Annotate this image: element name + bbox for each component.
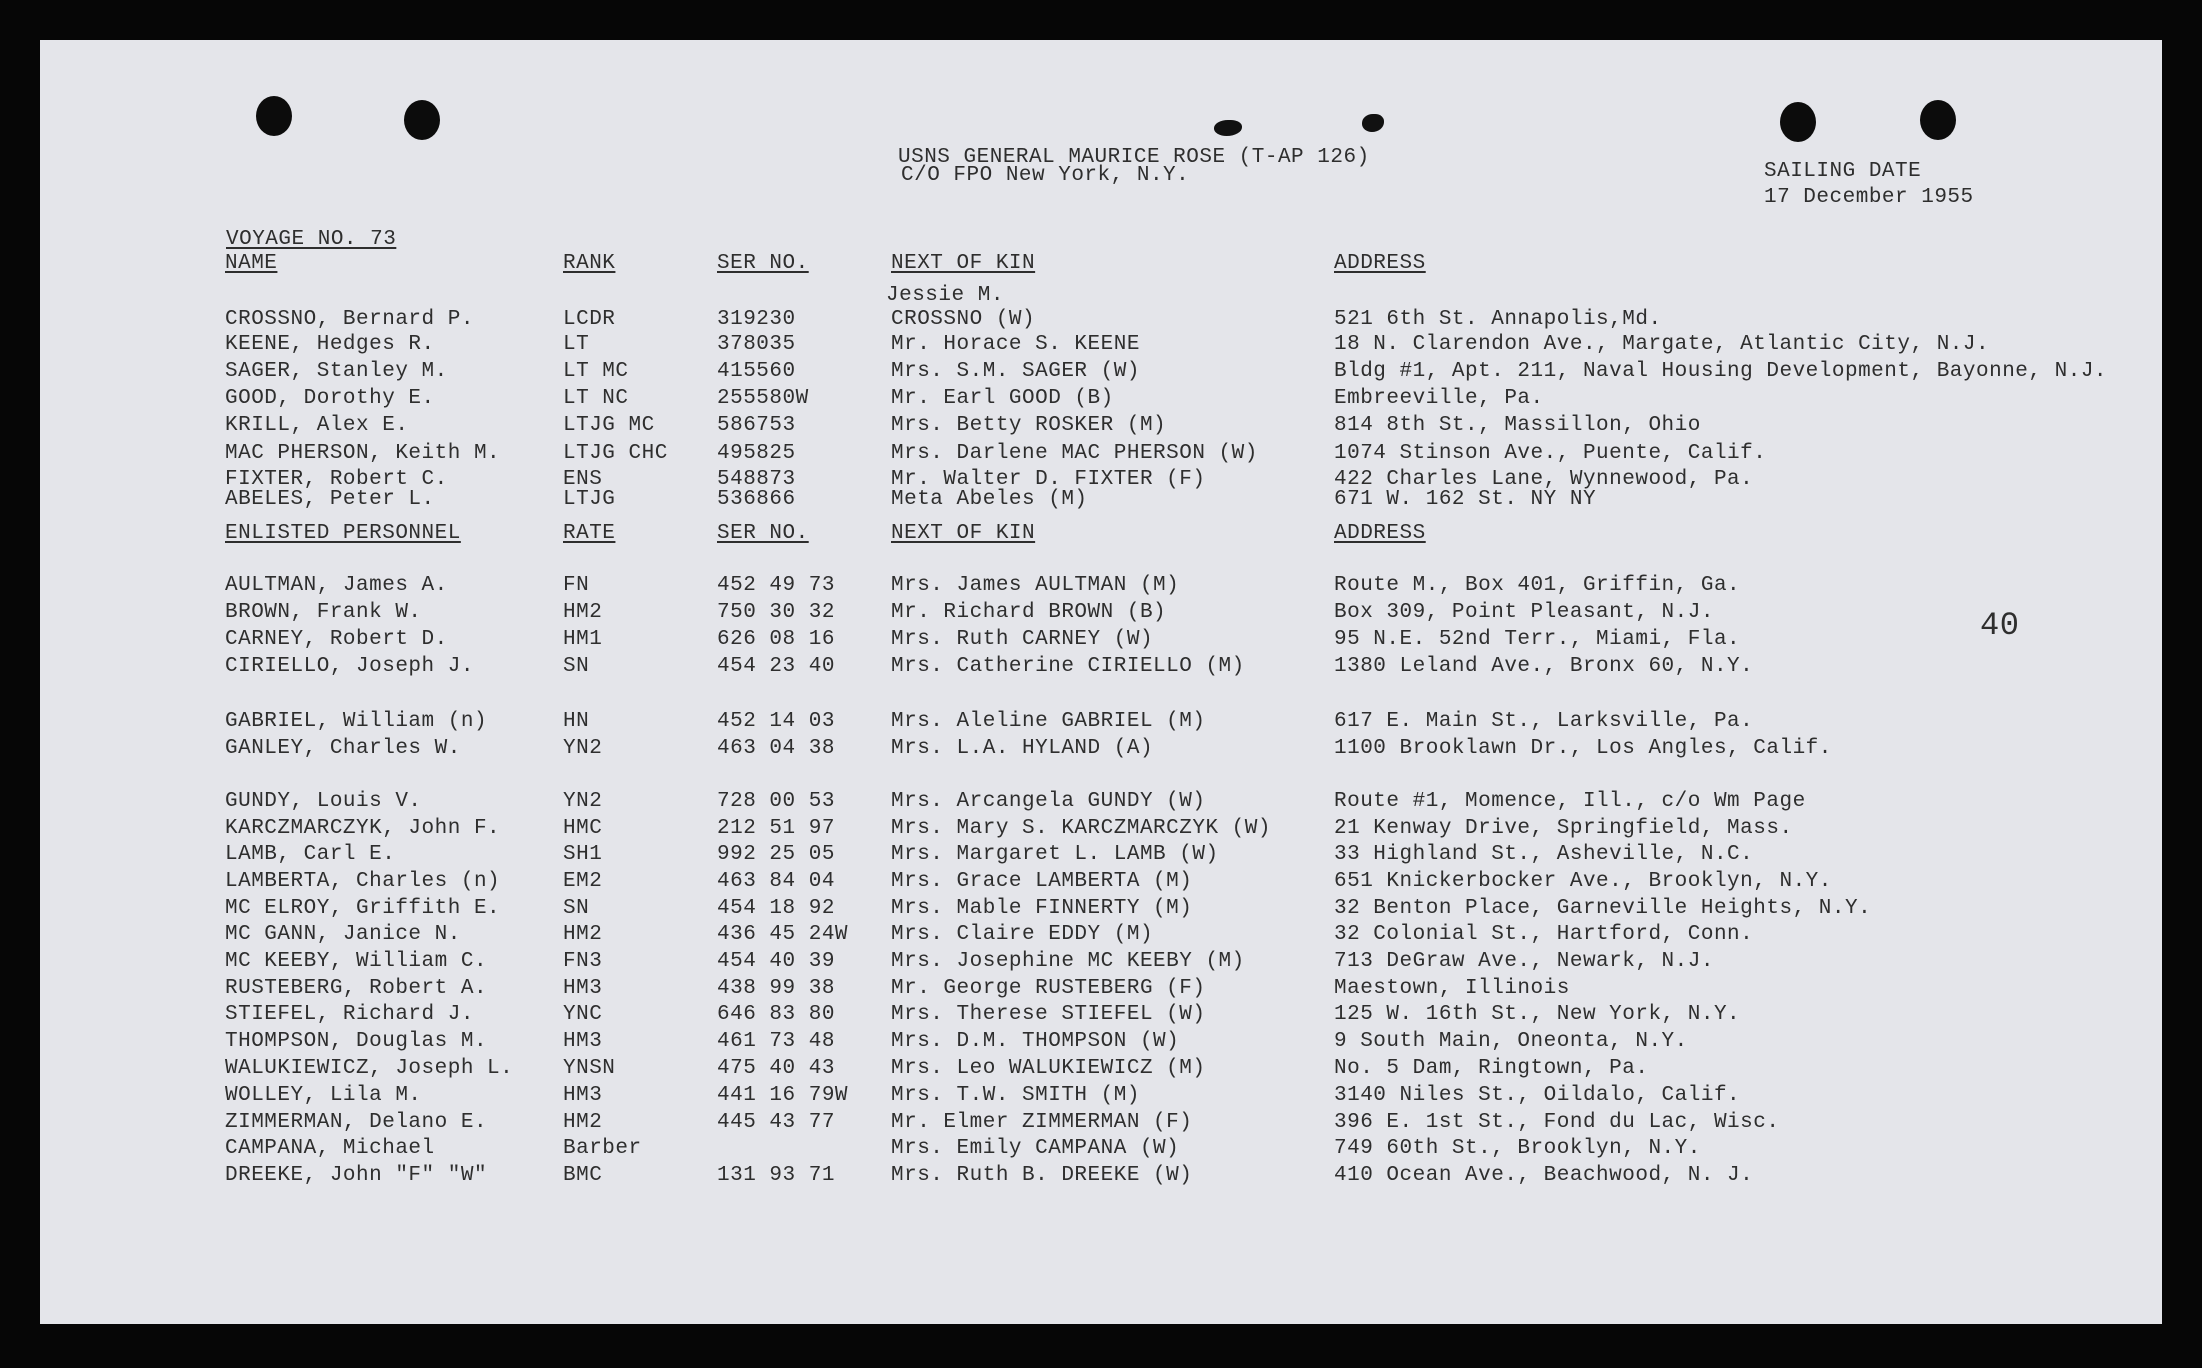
officers-ser-no-header: SER NO. (717, 252, 809, 275)
next-of-kin-cell: Mrs. Josephine MC KEEBY (M) (891, 950, 1245, 973)
enlisted-next-of-kin-header: NEXT OF KIN (891, 522, 1036, 545)
rate-cell: YN2 (563, 790, 603, 813)
table-row (40, 923, 2162, 949)
ser-no-cell: 452 14 03 (717, 710, 835, 733)
rate-cell: BMC (563, 1164, 603, 1187)
rate-cell: HM2 (563, 923, 603, 946)
address-cell: 410 Ocean Ave., Beachwood, N. J. (1334, 1164, 1754, 1187)
rate-cell: YNSN (563, 1057, 616, 1080)
rank-cell: LT (563, 333, 590, 356)
name-cell: GOOD, Dorothy E. (225, 387, 435, 410)
address-cell: 1074 Stinson Ave., Puente, Calif. (1334, 442, 1767, 465)
next-of-kin-cell: Mrs. Catherine CIRIELLO (M) (891, 655, 1245, 678)
punch-hole (1780, 102, 1816, 142)
ser-no-cell: 548873 (717, 468, 796, 491)
officers-rank-header: RANK (563, 252, 616, 275)
table-row (40, 1003, 2162, 1029)
officers-header-row (40, 252, 2162, 278)
sailing-date: 17 December 1955 (1764, 186, 1974, 209)
address-cell: 32 Benton Place, Garneville Heights, N.Y. (1334, 897, 1872, 920)
name-cell: MC GANN, Janice N. (225, 923, 461, 946)
officers-name-header: NAME (225, 252, 278, 275)
ser-no-cell: 415560 (717, 360, 796, 383)
name-cell: MC ELROY, Griffith E. (225, 897, 501, 920)
rate-cell: Barber (563, 1137, 642, 1160)
next-of-kin-cell: Meta Abeles (M) (891, 488, 1088, 511)
rate-cell: EM2 (563, 870, 603, 893)
next-of-kin-cell: Mrs. Claire EDDY (M) (891, 923, 1154, 946)
address-cell: Route #1, Momence, Ill., c/o Wm Page (1334, 790, 1806, 813)
address-cell: 18 N. Clarendon Ave., Margate, Atlantic City, N.J. (1334, 333, 1990, 356)
address-cell: 32 Colonial St., Hartford, Conn. (1334, 923, 1754, 946)
name-cell: CROSSNO, Bernard P. (225, 308, 474, 331)
name-cell: FIXTER, Robert C. (225, 468, 448, 491)
address-cell: 3140 Niles St., Oildalo, Calif. (1334, 1084, 1741, 1107)
address-cell: 21 Kenway Drive, Springfield, Mass. (1334, 817, 1793, 840)
name-cell: ABELES, Peter L. (225, 488, 435, 511)
address-cell: Embreeville, Pa. (1334, 387, 1544, 410)
table-row (40, 1057, 2162, 1083)
ink-blotch (1214, 120, 1242, 136)
name-cell: AULTMAN, James A. (225, 574, 448, 597)
ser-no-cell: 728 00 53 (717, 790, 835, 813)
enlisted-address-header: ADDRESS (1334, 522, 1426, 545)
name-cell: GUNDY, Louis V. (225, 790, 422, 813)
document-page (40, 40, 2162, 1324)
next-of-kin-cell: Mrs. Betty ROSKER (M) (891, 414, 1167, 437)
name-cell: GANLEY, Charles W. (225, 737, 461, 760)
address-cell: 396 E. 1st St., Fond du Lac, Wisc. (1334, 1111, 1780, 1134)
name-cell: LAMB, Carl E. (225, 843, 396, 866)
name-cell: KEENE, Hedges R. (225, 333, 435, 356)
address-cell: 651 Knickerbocker Ave., Brooklyn, N.Y. (1334, 870, 1832, 893)
address-cell: 1380 Leland Ave., Bronx 60, N.Y. (1334, 655, 1754, 678)
address-cell: 814 8th St., Massillon, Ohio (1334, 414, 1701, 437)
next-of-kin-cell: Mrs. Grace LAMBERTA (M) (891, 870, 1193, 893)
ser-no-cell: 131 93 71 (717, 1164, 835, 1187)
name-cell: MC KEEBY, William C. (225, 950, 488, 973)
ser-no-cell: 452 49 73 (717, 574, 835, 597)
table-row (40, 737, 2162, 763)
next-of-kin-cell: Mr. Horace S. KEENE (891, 333, 1140, 356)
ser-no-cell: 438 99 38 (717, 977, 835, 1000)
table-row (40, 442, 2162, 468)
rate-cell: SH1 (563, 843, 603, 866)
officers-address-header: ADDRESS (1334, 252, 1426, 275)
name-cell: SAGER, Stanley M. (225, 360, 448, 383)
rank-cell: LT NC (563, 387, 629, 410)
next-of-kin-cell: Mrs. Therese STIEFEL (W) (891, 1003, 1206, 1026)
name-cell: BROWN, Frank W. (225, 601, 422, 624)
officers-next-of-kin-header: NEXT OF KIN (891, 252, 1036, 275)
rate-cell: SN (563, 897, 590, 920)
rate-cell: HM1 (563, 628, 603, 651)
table-row (40, 817, 2162, 843)
ser-no-cell: 646 83 80 (717, 1003, 835, 1026)
address-cell: 749 60th St., Brooklyn, N.Y. (1334, 1137, 1701, 1160)
address-cell: Box 309, Point Pleasant, N.J. (1334, 601, 1714, 624)
table-row (40, 710, 2162, 736)
rate-cell: YN2 (563, 737, 603, 760)
next-of-kin-cell: Mrs. D.M. THOMPSON (W) (891, 1030, 1180, 1053)
rate-cell: HM2 (563, 601, 603, 624)
next-of-kin-cell: Mrs. Ruth CARNEY (W) (891, 628, 1154, 651)
next-of-kin-cell: Mrs. L.A. HYLAND (A) (891, 737, 1154, 760)
ser-no-cell: 536866 (717, 488, 796, 511)
name-cell: WOLLEY, Lila M. (225, 1084, 422, 1107)
next-of-kin-cell: Mrs. Mable FINNERTY (M) (891, 897, 1193, 920)
address-cell: 125 W. 16th St., New York, N.Y. (1334, 1003, 1741, 1026)
rate-cell: HN (563, 710, 590, 733)
name-cell: CAMPANA, Michael (225, 1137, 435, 1160)
name-cell: WALUKIEWICZ, Joseph L. (225, 1057, 514, 1080)
address-cell: 9 South Main, Oneonta, N.Y. (1334, 1030, 1688, 1053)
table-row (40, 333, 2162, 359)
table-row (40, 360, 2162, 386)
next-of-kin-cell: Mrs. James AULTMAN (M) (891, 574, 1180, 597)
table-row (40, 1111, 2162, 1137)
punch-hole (1920, 100, 1956, 140)
table-row (40, 601, 2162, 627)
rank-cell: LT MC (563, 360, 629, 383)
table-row (40, 387, 2162, 413)
rank-cell: ENS (563, 468, 603, 491)
ser-no-cell: 441 16 79W (717, 1084, 849, 1107)
rate-cell: HM3 (563, 1084, 603, 1107)
enlisted-header-row (40, 522, 2162, 548)
ser-no-cell: 319230 (717, 308, 796, 331)
next-of-kin-cell: CROSSNO (W) (891, 308, 1036, 331)
table-row (40, 790, 2162, 816)
table-row (40, 414, 2162, 440)
ser-no-cell: 992 25 05 (717, 843, 835, 866)
table-row (40, 308, 2162, 334)
next-of-kin-cell: Mr. Richard BROWN (B) (891, 601, 1167, 624)
name-cell: STIEFEL, Richard J. (225, 1003, 474, 1026)
ser-no-cell: 212 51 97 (717, 817, 835, 840)
next-of-kin-cell: Mrs. Arcangela GUNDY (W) (891, 790, 1206, 813)
ser-no-cell: 461 73 48 (717, 1030, 835, 1053)
name-cell: ZIMMERMAN, Delano E. (225, 1111, 488, 1134)
table-row (40, 1164, 2162, 1190)
rate-cell: HM3 (563, 977, 603, 1000)
rate-cell: YNC (563, 1003, 603, 1026)
table-row (40, 977, 2162, 1003)
table-row (40, 897, 2162, 923)
ser-no-cell: 463 04 38 (717, 737, 835, 760)
ser-no-cell: 463 84 04 (717, 870, 835, 893)
next-of-kin-cell: Mr. George RUSTEBERG (F) (891, 977, 1206, 1000)
address-cell: 33 Highland St., Asheville, N.C. (1334, 843, 1754, 866)
address-cell: 1100 Brooklawn Dr., Los Angles, Calif. (1334, 737, 1832, 760)
next-of-kin-cell: Mrs. Ruth B. DREEKE (W) (891, 1164, 1193, 1187)
next-of-kin-cell: Mrs. Aleline GABRIEL (M) (891, 710, 1206, 733)
address-cell: 713 DeGraw Ave., Newark, N.J. (1334, 950, 1714, 973)
next-of-kin-cell: Mrs. T.W. SMITH (M) (891, 1084, 1140, 1107)
name-cell: RUSTEBERG, Robert A. (225, 977, 488, 1000)
rank-cell: LCDR (563, 308, 616, 331)
address-cell: No. 5 Dam, Ringtown, Pa. (1334, 1057, 1649, 1080)
ink-blotch (1362, 114, 1384, 132)
next-of-kin-cell: Mrs. Mary S. KARCZMARCZYK (W) (891, 817, 1271, 840)
ser-no-cell: 255580W (717, 387, 809, 410)
address-cell: Maestown, Illinois (1334, 977, 1570, 1000)
table-row (40, 1137, 2162, 1163)
rank-cell: LTJG (563, 488, 616, 511)
name-cell: KARCZMARCZYK, John F. (225, 817, 501, 840)
rank-cell: LTJG MC (563, 414, 655, 437)
ser-no-cell: 750 30 32 (717, 601, 835, 624)
ser-no-cell: 454 40 39 (717, 950, 835, 973)
voyage-number: VOYAGE NO. 73 (226, 228, 397, 251)
next-of-kin-cell: Mrs. S.M. SAGER (W) (891, 360, 1140, 383)
enlisted-ser-no-header: SER NO. (717, 522, 809, 545)
address-cell: 671 W. 162 St. NY NY (1334, 488, 1597, 511)
name-cell: GABRIEL, William (n) (225, 710, 488, 733)
next-of-kin-cell: Mrs. Emily CAMPANA (W) (891, 1137, 1180, 1160)
next-of-kin-cell: Mrs. Darlene MAC PHERSON (W) (891, 442, 1258, 465)
address-cell: Bldg #1, Apt. 211, Naval Housing Development, Bayonne, N.J. (1334, 360, 2108, 383)
enlisted-rank-header: RATE (563, 522, 616, 545)
table-row (40, 843, 2162, 869)
name-cell: THOMPSON, Douglas M. (225, 1030, 488, 1053)
next-of-kin-cell: Mr. Walter D. FIXTER (F) (891, 468, 1206, 491)
rate-cell: HM2 (563, 1111, 603, 1134)
address-cell: 95 N.E. 52nd Terr., Miami, Fla. (1334, 628, 1741, 651)
table-row (40, 655, 2162, 681)
rate-cell: FN3 (563, 950, 603, 973)
table-row (40, 950, 2162, 976)
address-cell: 521 6th St. Annapolis,Md. (1334, 308, 1662, 331)
punch-hole (256, 96, 292, 136)
ship-address: C/O FPO New York, N.Y. (901, 164, 1190, 187)
ser-no-cell: 495825 (717, 442, 796, 465)
ser-no-cell: 586753 (717, 414, 796, 437)
ser-no-cell: 436 45 24W (717, 923, 849, 946)
next-of-kin-cell: Mrs. Leo WALUKIEWICZ (M) (891, 1057, 1206, 1080)
name-cell: CIRIELLO, Joseph J. (225, 655, 474, 678)
ser-no-cell: 445 43 77 (717, 1111, 835, 1134)
punch-hole (404, 100, 440, 140)
name-cell: DREEKE, John "F" "W" (225, 1164, 488, 1187)
table-row (40, 1030, 2162, 1056)
address-cell: 617 E. Main St., Larksville, Pa. (1334, 710, 1754, 733)
table-row (40, 1084, 2162, 1110)
next-of-kin-cell: Mrs. Margaret L. LAMB (W) (891, 843, 1219, 866)
rate-cell: FN (563, 574, 590, 597)
table-row (40, 628, 2162, 654)
ser-no-cell: 475 40 43 (717, 1057, 835, 1080)
table-row (40, 870, 2162, 896)
sailing-date-label: SAILING DATE (1764, 160, 1922, 183)
ship-name: USNS GENERAL MAURICE ROSE (T-AP 126) (898, 146, 1370, 169)
name-cell: MAC PHERSON, Keith M. (225, 442, 501, 465)
name-cell: CARNEY, Robert D. (225, 628, 448, 651)
table-row (40, 574, 2162, 600)
next-of-kin-note: Jessie M. (886, 284, 1004, 307)
table-row (40, 488, 2162, 514)
next-of-kin-cell: Mr. Earl GOOD (B) (891, 387, 1114, 410)
ser-no-cell: 378035 (717, 333, 796, 356)
name-cell: KRILL, Alex E. (225, 414, 409, 437)
ser-no-cell: 626 08 16 (717, 628, 835, 651)
page-number: 40 (1980, 607, 2020, 644)
rate-cell: SN (563, 655, 590, 678)
rate-cell: HMC (563, 817, 603, 840)
name-cell: LAMBERTA, Charles (n) (225, 870, 501, 893)
enlisted-name-header: ENLISTED PERSONNEL (225, 522, 461, 545)
address-cell: Route M., Box 401, Griffin, Ga. (1334, 574, 1741, 597)
rank-cell: LTJG CHC (563, 442, 668, 465)
ser-no-cell: 454 18 92 (717, 897, 835, 920)
address-cell: 422 Charles Lane, Wynnewood, Pa. (1334, 468, 1754, 491)
ser-no-cell: 454 23 40 (717, 655, 835, 678)
rate-cell: HM3 (563, 1030, 603, 1053)
next-of-kin-cell: Mr. Elmer ZIMMERMAN (F) (891, 1111, 1193, 1134)
